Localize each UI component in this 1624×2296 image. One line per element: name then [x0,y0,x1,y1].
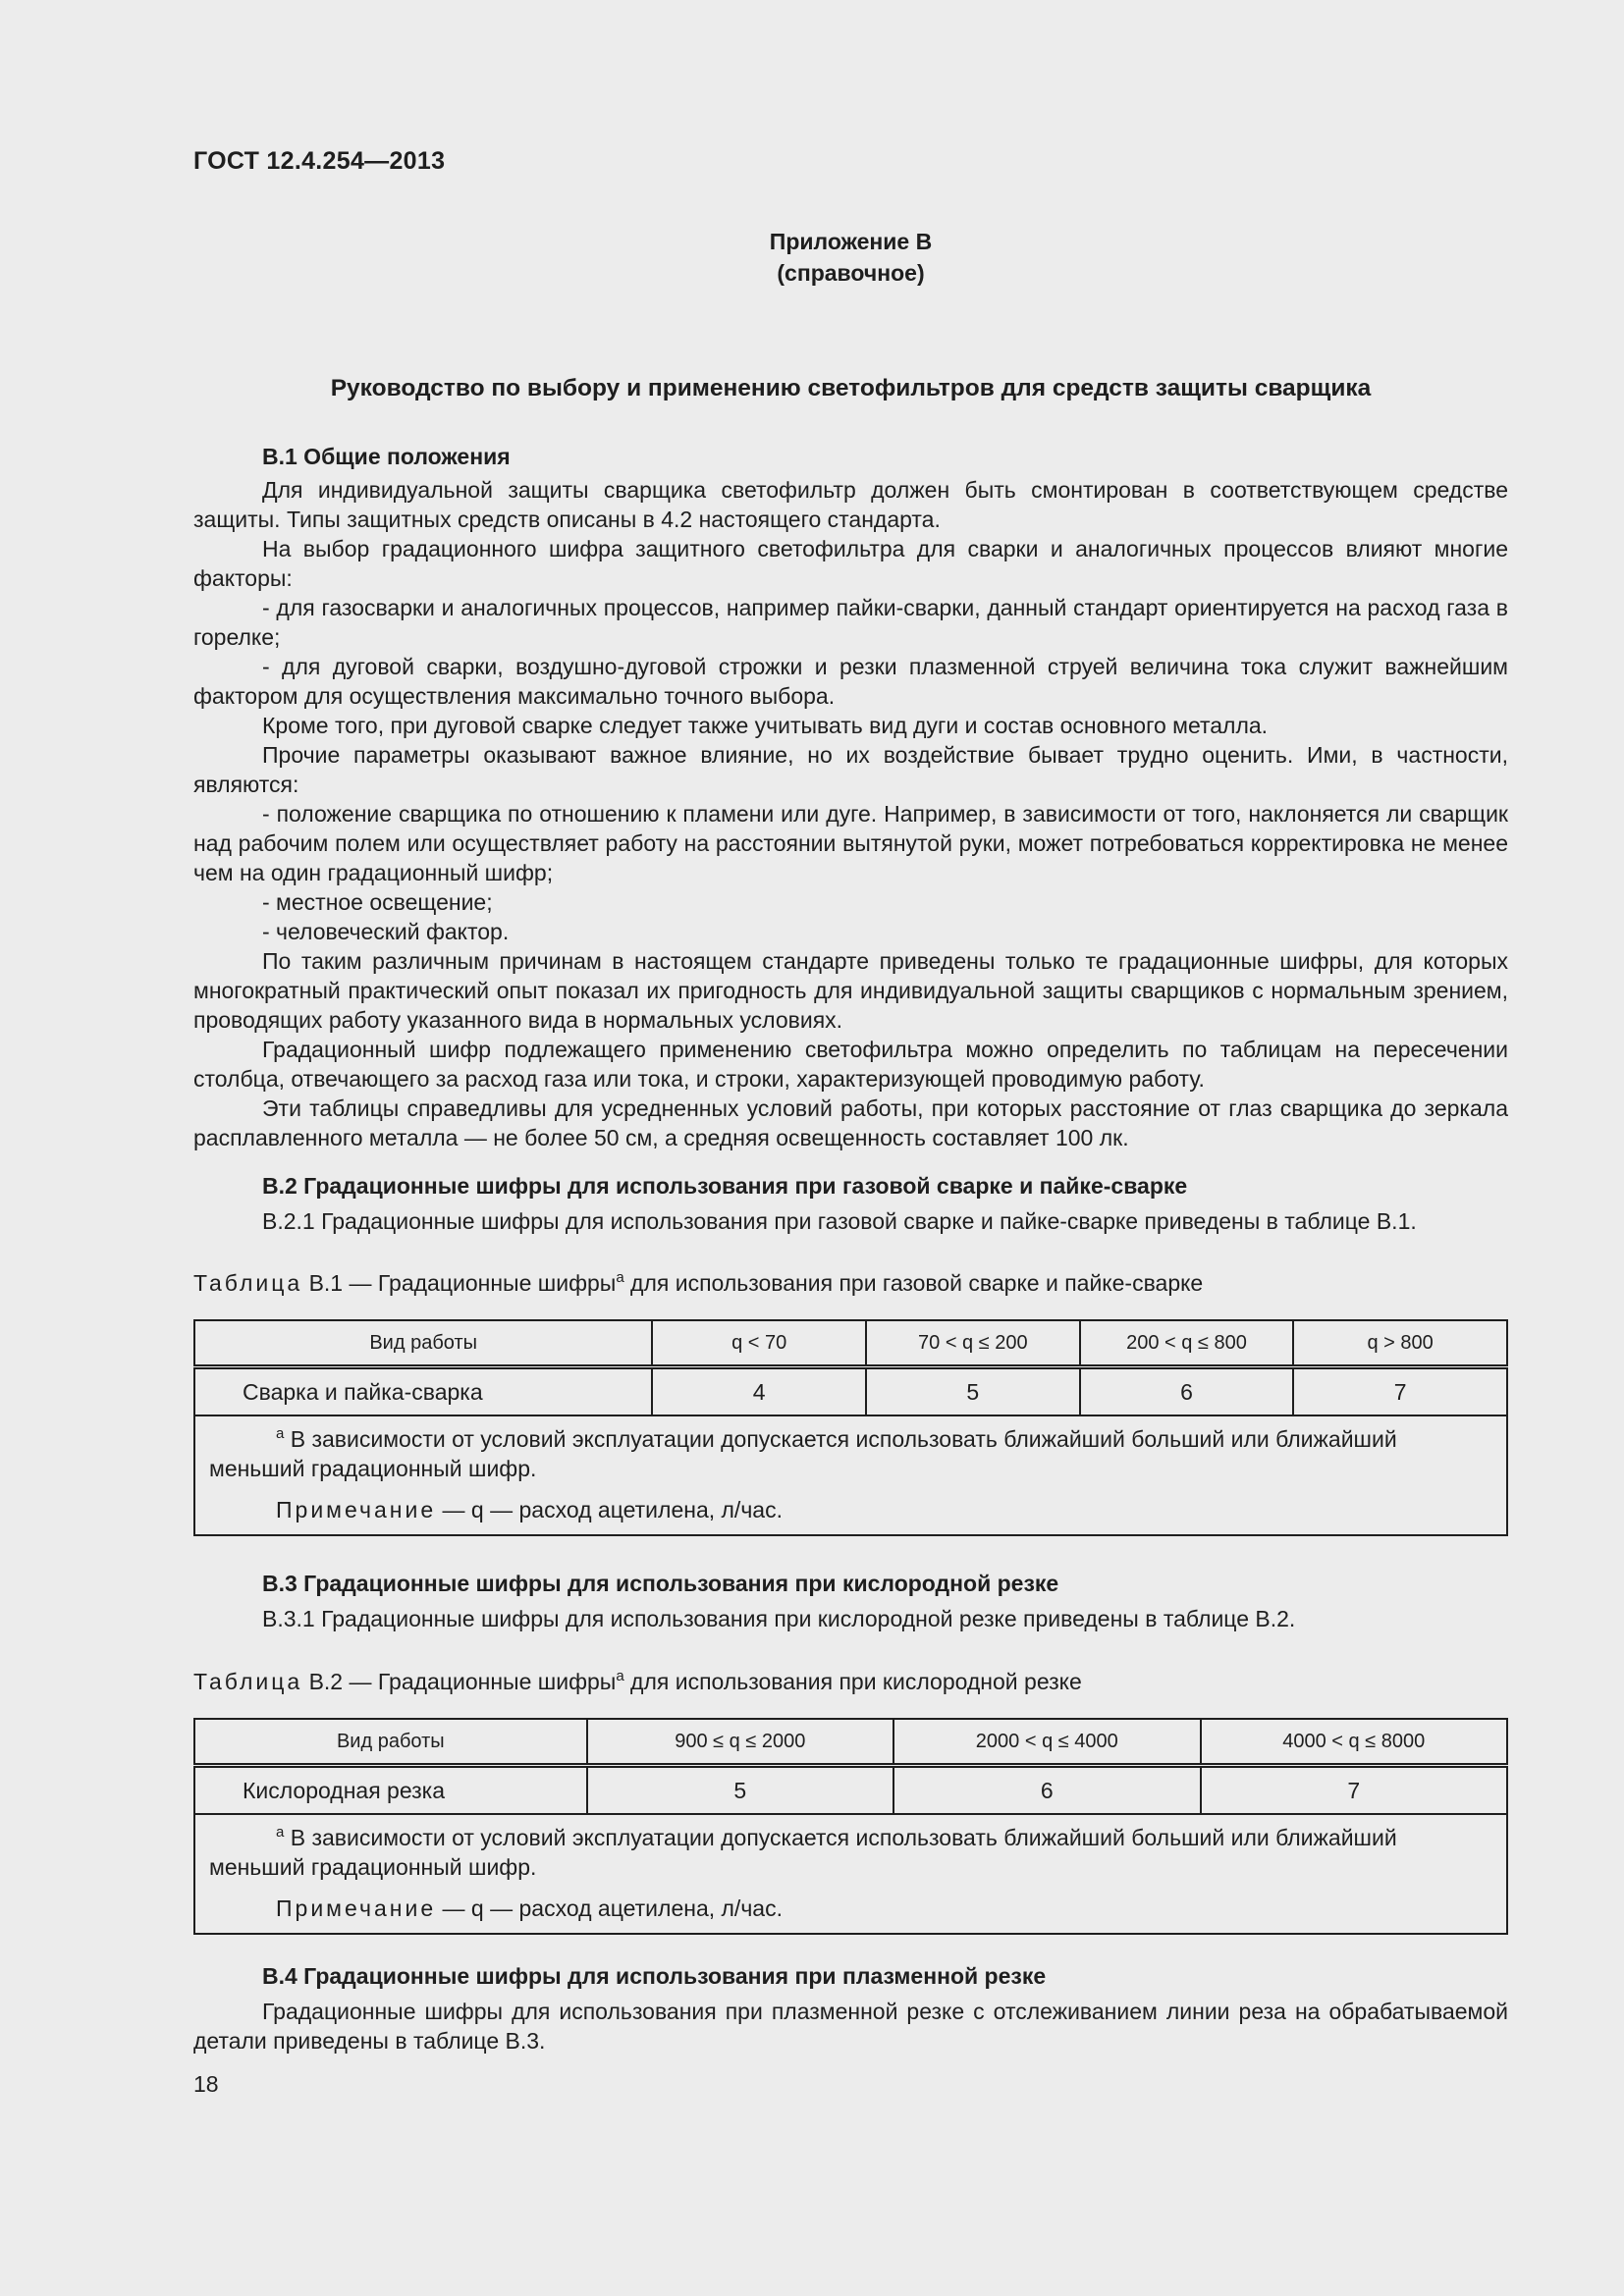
table-cell: Кислородная резка [194,1766,587,1815]
appendix-heading [193,226,1508,289]
column-header: 4000 < q ≤ 8000 [1201,1719,1507,1766]
table-header-row [194,1320,1507,1367]
table-cell: 6 [893,1766,1200,1815]
section-heading: В.3 Градационные шифры для использования при кислородной резке [262,1571,1059,1596]
page-number: 18 [193,2071,219,2097]
table-note [209,1495,1492,1524]
list-item: - местное освещение; [262,889,493,915]
paragraph: Прочие параметры оказывают важное влияние, но их воздействие бывает трудно оценить. Ими, в частности, являются: [193,742,1508,797]
table-notes-row [194,1814,1507,1934]
column-header: q > 800 [1293,1320,1507,1367]
column-header: Вид работы [194,1320,652,1367]
section-b1 [193,442,1508,1152]
table-header-row [194,1719,1507,1766]
column-header: 2000 < q ≤ 4000 [893,1719,1200,1766]
footnote-mark: а [276,1824,285,1841]
paragraph: Кроме того, при дуговой сварке следует также учитывать вид дуги и состав основного металла. [262,713,1269,738]
column-header: Вид работы [194,1719,587,1766]
table-cell: 7 [1201,1766,1507,1815]
appendix-subtitle: (справочное) [777,260,925,286]
list-item: - для дуговой сварки, воздушно-дуговой строжки и резки плазменной струей величина тока служит важнейшим фактором для осуществления максимально точного выбора. [193,654,1508,709]
column-header: q < 70 [652,1320,866,1367]
table-note [209,1894,1492,1923]
footnote-text: В зависимости от условий эксплуатации допускается использовать ближайший больший или ближайший меньший градационный шифр. [209,1426,1397,1481]
table-cell: Сварка и пайка-сварка [194,1367,652,1416]
table-cell: 5 [587,1766,893,1815]
caption-text: для использования при газовой сварке и пайке-сварке [623,1270,1204,1296]
table-footnote [209,1424,1492,1483]
table-b1 [193,1319,1508,1536]
note-text: — q — расход ацетилена, л/час. [436,1497,783,1522]
list-item: - положение сварщика по отношению к пламени или дуге. Например, в зависимости от того, наклоняется ли сварщик над рабочим полем или осуществляет работу на расстоянии вытянутой руки, может потребоваться корректировка не менее чем на один градационный шифр; [193,801,1508,885]
table-footnote [209,1823,1492,1882]
table-cell: 4 [652,1367,866,1416]
list-item: - для газосварки и аналогичных процессов, например пайки-сварки, данный стандарт ориентируется на расход газа в горелке; [193,595,1508,650]
caption-label: Таблица [193,1270,303,1296]
table-row [194,1367,1507,1416]
paragraph: Для индивидуальной защиты сварщика светофильтр должен быть смонтирован в соответствующем средстве защиты. Типы защитных средств описаны в 4.2 настоящего стандарта. [193,477,1508,532]
section-heading: В.1 Общие положения [262,444,511,469]
list-item: - человеческий фактор. [262,919,510,944]
table-notes [194,1415,1507,1535]
table-notes [194,1814,1507,1934]
table-cell: 5 [866,1367,1080,1416]
column-header: 200 < q ≤ 800 [1080,1320,1294,1367]
table-cell: 7 [1293,1367,1507,1416]
note-text: — q — расход ацетилена, л/час. [436,1896,783,1921]
paragraph: На выбор градационного шифра защитного светофильтра для сварки и аналогичных процессов влияют многие факторы: [193,536,1508,591]
caption-footnote-mark: а [616,1269,624,1286]
section-b3 [193,1569,1508,1633]
note-label: Примечание [276,1497,437,1522]
column-header: 70 < q ≤ 200 [866,1320,1080,1367]
table-row [194,1766,1507,1815]
column-header: 900 ≤ q ≤ 2000 [587,1719,893,1766]
paragraph: Градационные шифры для использования при плазменной резке с отслеживанием линии реза на обрабатываемой детали приведены в таблице В.3. [193,1999,1508,2054]
table-cell: 6 [1080,1367,1294,1416]
note-label: Примечание [276,1896,437,1921]
table-caption [193,1667,1082,1696]
section-b4 [193,1961,1508,2056]
paragraph: Градационный шифр подлежащего применению светофильтра можно определить по таблицам на пересечении столбца, отвечающего за расход газа или тока, и строки, характеризующей проводимую работу. [193,1037,1508,1092]
caption-text: для использования при кислородной резке [623,1669,1082,1694]
table-b2 [193,1718,1508,1935]
paragraph: По таким различным причинам в настоящем стандарте приведены только те градационные шифры, для которых многократный практический опыт показал их пригодность для индивидуальной защиты сварщиков с нормальным зрением, проводящих работу указанного вида в нормальных условиях. [193,948,1508,1033]
section-b2 [193,1171,1508,1236]
caption-number: В.2 — Градационные шифры [302,1669,617,1694]
footnote-text: В зависимости от условий эксплуатации допускается использовать ближайший больший или ближайший меньший градационный шифр. [209,1825,1397,1880]
paragraph: В.2.1 Градационные шифры для использования при газовой сварке и пайке-сварке приведены в таблице В.1. [262,1208,1417,1234]
appendix-title: Приложение В [769,229,933,254]
table-notes-row [194,1415,1507,1535]
section-heading: В.4 Градационные шифры для использования при плазменной резке [262,1963,1047,1989]
section-heading: В.2 Градационные шифры для использования при газовой сварке и пайке-сварке [262,1173,1188,1199]
footnote-mark: а [276,1425,285,1442]
caption-label: Таблица [193,1669,303,1694]
caption-number: В.1 — Градационные шифры [302,1270,617,1296]
document-code: ГОСТ 12.4.254—2013 [193,147,446,175]
paragraph: В.3.1 Градационные шифры для использования при кислородной резке приведены в таблице В.2. [262,1606,1296,1631]
table-caption [193,1268,1203,1298]
caption-footnote-mark: а [616,1668,624,1684]
main-title: Руководство по выбору и применению светофильтров для средств защиты сварщика [330,375,1372,401]
paragraph: Эти таблицы справедливы для усредненных условий работы, при которых расстояние от глаз сварщика до зеркала расплавленного металла — не более 50 см, а средняя освещенность составляет 100 лк. [193,1095,1508,1150]
